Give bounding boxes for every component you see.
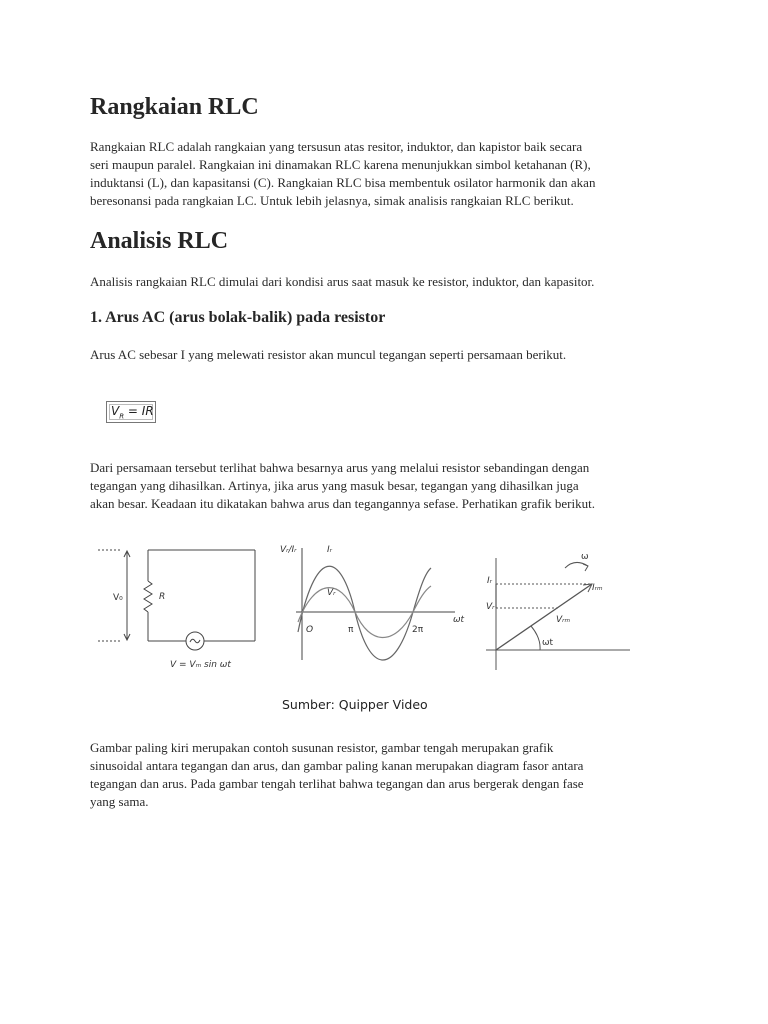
label-r: R [159,592,166,602]
equation-box [106,401,156,423]
label-vrm: Vᵣₘ [556,615,571,625]
label-phasor-angle: ωt [542,638,554,648]
equation-vr-ir [111,404,154,420]
heading-arus-ac-resistor: 1. Arus AC (arus bolak-balik) pada resistor [90,309,386,326]
label-pi: π [348,625,354,635]
explanation-line: Dari persamaan tersebut terlihat bahwa besarnya arus yang melalui resistor sebandingan dengan [90,460,590,475]
label-v0: V₀ [113,593,123,603]
resistor-figure [95,538,675,678]
analysis-paragraph [90,273,690,291]
heading-analisis-rlc: Analisis RLC [90,228,229,254]
current-curve [298,566,431,660]
sinusoid-graph [296,548,455,660]
source-caption: Sumber: Quipper Video [282,697,428,712]
label-two-pi: 2π [412,625,424,635]
heading-rangkaian-rlc: Rangkaian RLC [90,94,259,120]
phasor-angle-arc [531,626,540,650]
intro-line: beresonansi pada rangkaian LC. Untuk lebih jelasnya, simak analisis rangkaian RLC berikut. [90,193,574,208]
closing-paragraph [90,739,690,811]
intro-paragraph [90,138,690,210]
label-ir-curve: Iᵣ [327,545,332,555]
analysis-line: Analisis rangkaian RLC dimulai dari kondisi arus saat masuk ke resistor, induktor, dan kapasitor. [90,274,595,289]
label-source-eq: V = Vₘ sin ωt [170,660,231,670]
closing-line: Gambar paling kiri merupakan contoh susunan resistor, gambar tengah merupakan grafik [90,740,554,755]
label-phasor-ir: Iᵣ [487,576,492,586]
equation-v: V [111,404,120,418]
label-axis-y: Vᵣ/Iᵣ [280,545,297,555]
explanation-line: akan besar. Keadaan itu dikatakan bahwa arus dan tegangannya sefase. Perhatikan grafik berikut. [90,496,595,511]
intro-line: seri maupun paralel. Rangkaian ini dinamakan RLC karena menunjukkan simbol ketahanan (R), [90,157,591,172]
closing-line: sinusoidal antara tegangan dan arus, dan gambar paling kanan merupakan diagram fasor antara [90,758,584,773]
explanation-line: tegangan yang dihasilkan. Artinya, jika arus yang masuk besar, tegangan yang dihasilkan juga [90,478,579,493]
closing-line: yang sama. [90,794,149,809]
intro-line: induktansi (L), dan kapasitansi (C). Rangkaian RLC bisa membentuk osilator harmonik dan akan [90,175,596,190]
label-phasor-vr: Vᵣ [486,602,495,612]
resistor-symbol [144,581,152,612]
intro-line: Rangkaian RLC adalah rangkaian yang tersusun atas resitor, induktor, dan kapistor baik secara [90,139,583,154]
explanation-paragraph [90,459,690,513]
label-irm: Iᵣₘ [592,583,603,593]
resistor-paragraph [90,346,690,364]
resistor-line: Arus AC sebesar I yang melewati resistor akan muncul tegangan seperti persamaan berikut. [90,347,567,362]
phasor-diagram [486,558,630,670]
label-omega: ω [581,552,589,562]
label-vr-curve: Vᵣ [327,588,336,598]
closing-line: tegangan dan arus. Pada gambar tengah terlihat bahwa tegangan dan arus bergerak dengan fase [90,776,584,791]
rotation-arrow [565,562,588,568]
label-omega-t: ωt [453,615,465,625]
ac-wave-icon [190,639,200,643]
equation-sub-r: R [119,412,125,421]
label-origin: O [306,625,314,635]
equation-rest: = IR [124,404,154,418]
